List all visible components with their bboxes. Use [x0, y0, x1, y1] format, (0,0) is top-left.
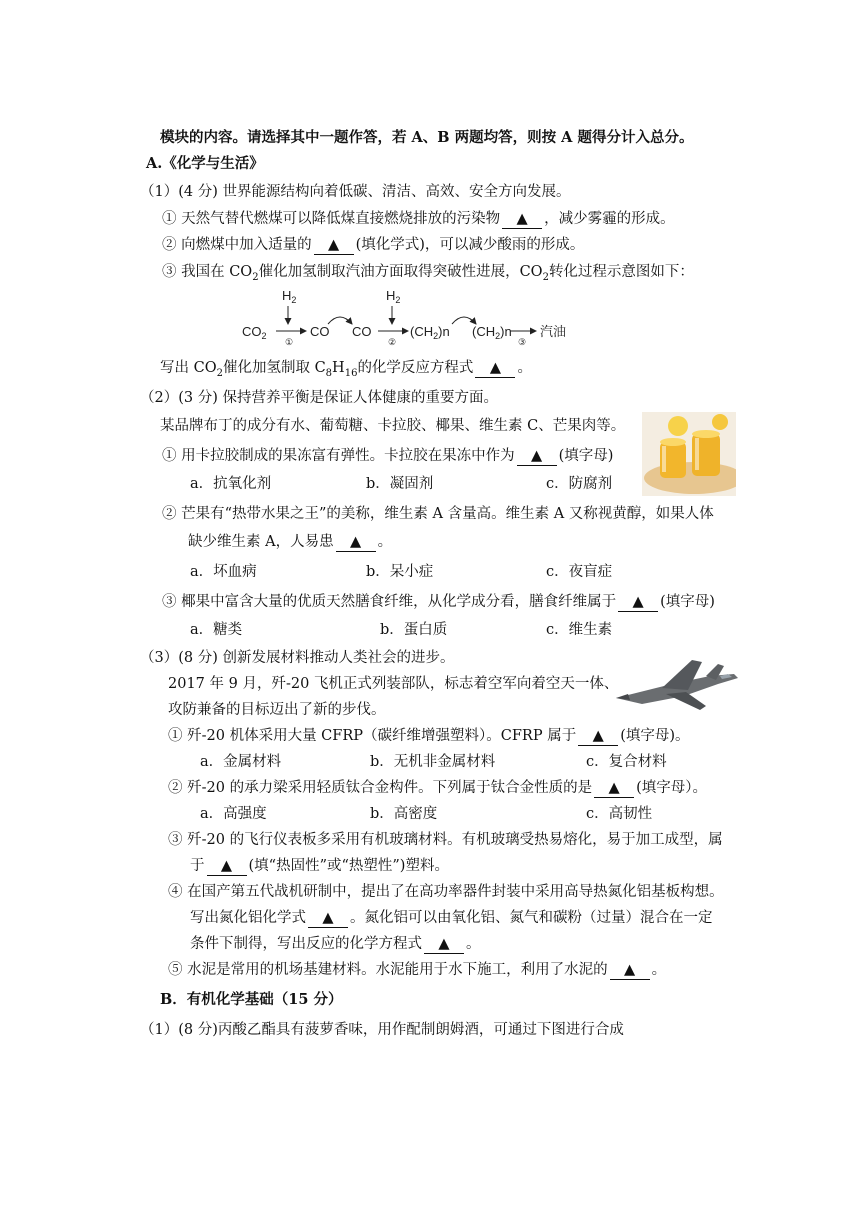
q3-item4-text2: 。氮化铝可以由氧化铝、氮气和碳粉（过量）混合在一定: [350, 910, 713, 926]
q1-item2-text: ② 向燃煤中加入适量的: [162, 237, 312, 253]
answer-blank[interactable]: ▲: [502, 211, 542, 229]
pudding-photo: [642, 412, 736, 496]
q2-item2: ② 芒果有“热带水果之王”的美称，维生素 A 含量高。维生素 A 又称视黄醇，如果人体: [162, 506, 714, 522]
option-c[interactable]: c．防腐剂: [546, 476, 613, 492]
q3-item1-tail: (填字母)。: [620, 728, 690, 744]
option-c[interactable]: c．高韧性: [586, 806, 653, 822]
q3-item4-text3: 条件下制得，写出反应的化学方程式: [190, 936, 422, 952]
q1-equation-prompt: [160, 358, 532, 384]
answer-blank[interactable]: ▲: [424, 936, 464, 954]
q2-item1-text: ① 用卡拉胶制成的果冻富有弹性。卡拉胶在果冻中作为: [162, 448, 515, 464]
q3-item3-text: 于: [190, 858, 205, 874]
answer-blank[interactable]: ▲: [314, 237, 354, 255]
q1-item1-text: ① 天然气替代燃煤可以降低煤直接燃烧排放的污染物: [162, 211, 501, 227]
option-b[interactable]: b．凝固剂: [366, 476, 434, 492]
q1-stem: （1）(4 分) 世界能源结构向着低碳、清洁、高效、安全方向发展。: [140, 184, 571, 200]
q3-item4-cont1: [190, 908, 713, 928]
option-b[interactable]: b．呆小症: [366, 564, 434, 580]
answer-blank[interactable]: ▲: [594, 780, 634, 798]
answer-blank[interactable]: ▲: [610, 962, 650, 980]
q3-item4: ④ 在国产第五代战机研制中，提出了在高功率器件封装中采用高导热氮化铝基板构想。: [168, 884, 724, 900]
option-a[interactable]: a．糖类: [190, 622, 243, 638]
q2-item1-tail: (填字母): [558, 448, 614, 464]
q2-item2-cont: [188, 532, 392, 552]
eq-text: 写出 CO: [160, 360, 217, 376]
q1-item2: [162, 235, 584, 255]
subscript: 16: [344, 367, 358, 379]
subscript: 8: [325, 367, 333, 379]
q3-item2-tail: (填字母）。: [636, 780, 707, 796]
intro-text: 模块的内容。请选择其中一题作答，若 A、B 两题均答，则按 A 题得分计入总分。: [160, 129, 694, 146]
scheme-ch2-1: $(CH_2)n$: [410, 324, 450, 341]
option-b[interactable]: b．高密度: [370, 806, 438, 822]
answer-blank[interactable]: ▲: [207, 858, 247, 876]
subscript: 2: [542, 271, 549, 283]
option-a[interactable]: a．坏血病: [190, 564, 257, 580]
answer-blank[interactable]: ▲: [618, 594, 658, 612]
option-a[interactable]: a．金属材料: [200, 754, 282, 770]
q3-item1: [168, 726, 690, 746]
q3-item3-tail: (填“热固性”或“热塑性”)塑料。: [248, 858, 449, 874]
answer-blank[interactable]: ▲: [336, 534, 376, 552]
q3-item3: ③ 歼-20 的飞行仪表板多采用有机玻璃材料。有机玻璃受热易熔化，易于加工成型，属: [168, 832, 723, 848]
q1-item1: [162, 209, 675, 229]
section-a-title: A.《化学与生活》: [146, 155, 264, 172]
scheme-gasoline: 汽油: [540, 324, 567, 339]
eq-text4: 的化学反应方程式: [357, 360, 474, 376]
q3-item4-cont2: [190, 934, 481, 954]
scheme-step2: ②: [388, 337, 397, 347]
q2-item3: [162, 592, 715, 612]
scheme-h2-2: $H_2$: [386, 288, 401, 305]
q1-item1-tail: ，减少雾霾的形成。: [544, 211, 675, 227]
q2-stem: （2）(3 分) 保持营养平衡是保证人体健康的重要方面。: [140, 390, 498, 406]
option-c[interactable]: c．维生素: [546, 622, 613, 638]
q3-item5-tail: 。: [651, 962, 667, 978]
subscript: 2: [216, 367, 223, 379]
q3-item2-text: ② 歼-20 的承力梁采用轻质钛合金构件。下列属于钛合金性质的是: [168, 780, 593, 796]
q2-item2-text: 缺少维生素 A，人易患: [188, 534, 334, 550]
option-b[interactable]: b．蛋白质: [380, 622, 448, 638]
eq-tail: 。: [517, 360, 532, 376]
j20-fighter-photo: [614, 654, 740, 714]
q1-item3-text: ③ 我国在 CO: [162, 264, 253, 280]
q2-item1: [162, 446, 613, 466]
scheme-step1: ①: [285, 337, 294, 347]
section-b-title: B．有机化学基础（15 分）: [160, 991, 343, 1008]
answer-blank[interactable]: ▲: [578, 728, 618, 746]
eq-text2: 催化加氢制取 C: [222, 360, 326, 376]
option-b[interactable]: b．无机非金属材料: [370, 754, 496, 770]
answer-blank[interactable]: ▲: [308, 910, 348, 928]
q3-desc2: 攻防兼备的目标迈出了新的步伐。: [168, 702, 386, 718]
eq-text3: H: [332, 360, 345, 376]
scheme-co: CO: [310, 324, 330, 339]
option-c[interactable]: c．夜盲症: [546, 564, 613, 580]
q3-item5: [168, 960, 666, 980]
q1-item2-tail: (填化学式)，可以减少酸雨的形成。: [355, 237, 585, 253]
q3-item4-text: 写出氮化铝化学式: [190, 910, 306, 926]
q2-item2-tail: 。: [377, 534, 393, 550]
scheme-co2: $CO_2$: [242, 324, 267, 341]
scheme-co-2: CO: [352, 324, 372, 339]
q2-item3-tail: (填字母): [660, 594, 715, 610]
q1-item3-text2: 催化加氢制取汽油方面取得突破性进展，CO: [258, 264, 543, 280]
option-a[interactable]: a．抗氧化剂: [190, 476, 272, 492]
q2-desc: 某品牌布丁的成分有水、葡萄糖、卡拉胶、椰果、维生素 C、芒果肉等。: [160, 418, 626, 434]
q1-item3-text3: 转化过程示意图如下：: [548, 264, 694, 280]
option-c[interactable]: c．复合材料: [586, 754, 667, 770]
scheme-ch2-2: $(CH_2)n$: [472, 324, 512, 341]
q3-desc1: 2017 年 9 月，歼-20 飞机正式列装部队，标志着空军向着空天一体、: [168, 676, 619, 692]
q3-item2: [168, 778, 707, 798]
subscript: 2: [252, 271, 259, 283]
q3-stem: （3）(8 分) 创新发展材料推动人类社会的进步。: [140, 650, 455, 666]
scheme-step3: ③: [518, 337, 527, 347]
q3-item5-text: ⑤ 水泥是常用的机场基建材料。水泥能用于水下施工，利用了水泥的: [168, 962, 608, 978]
option-a[interactable]: a．高强度: [200, 806, 267, 822]
q3-item4-tail: 。: [466, 936, 481, 952]
q3-item1-text: ① 歼-20 机体采用大量 CFRP（碳纤维增强塑料）。CFRP 属于: [168, 728, 577, 744]
scheme-h2-1: $H_2$: [282, 288, 297, 305]
co2-conversion-scheme: [236, 284, 616, 356]
answer-blank[interactable]: ▲: [475, 360, 515, 378]
q3-item3-cont: [190, 856, 449, 876]
q2-item3-text: ③ 椰果中富含大量的优质天然膳食纤维，从化学成分看，膳食纤维属于: [162, 594, 617, 610]
answer-blank[interactable]: ▲: [517, 448, 557, 466]
section-b-q1: （1）(8 分)丙酸乙酯具有菠萝香味，用作配制朗姆酒，可通过下图进行合成: [140, 1022, 624, 1038]
